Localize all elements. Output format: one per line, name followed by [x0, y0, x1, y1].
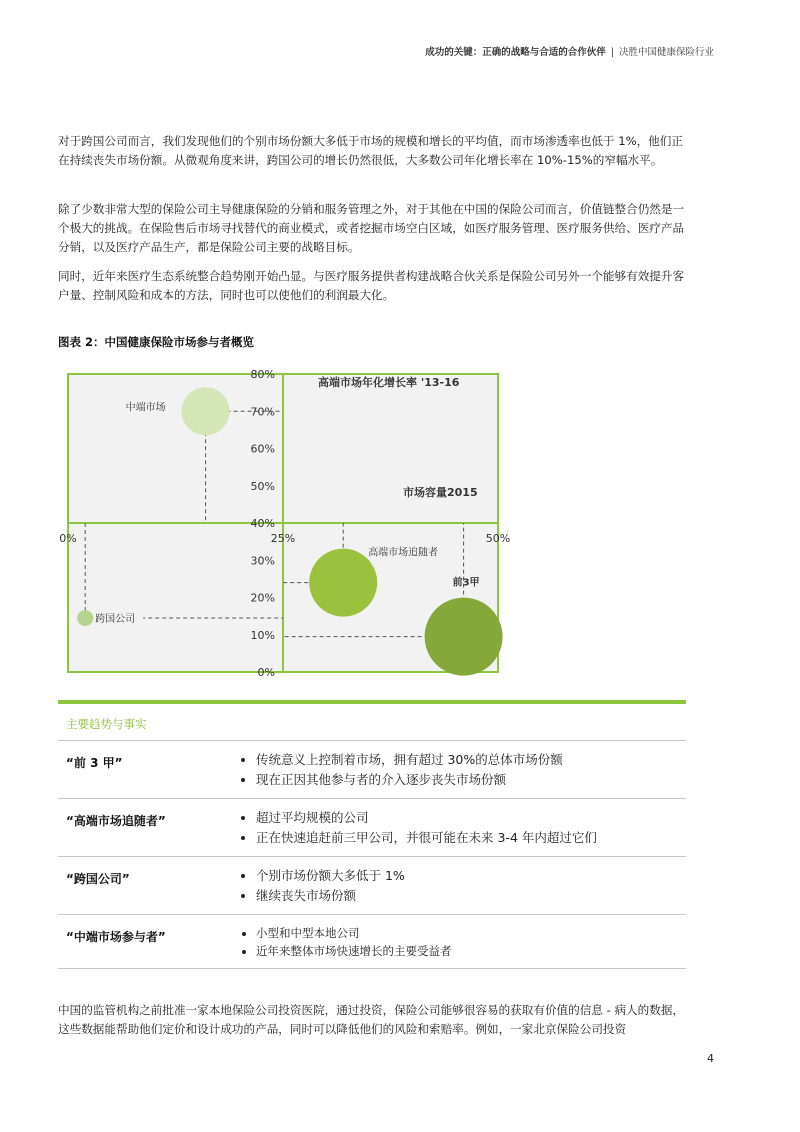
bubble-label: 中端市场 [125, 402, 166, 414]
bubble-label: 跨国公司 [95, 613, 136, 625]
running-header [425, 44, 714, 58]
row-label: “跨国公司” [66, 872, 130, 886]
figure-title: 图表 2：中国健康保险市场参与者概览 [58, 335, 255, 349]
row-bullets [238, 866, 405, 906]
bullet-item: • 个别市场份额大多低于 1% [256, 866, 405, 886]
closing-paragraph: 中国的监管机构之前批准一家本地保险公司投资医院，通过投资，保险公司能够很容易的获取有价值的信息 - 病人的数据，这些数据能帮助他们定价和设计成功的产品，同时可以降低他们的风险和索赔率。例如，一家北京保险公司投资 [58, 1003, 685, 1036]
x-axis-label: 市场容量2015 [403, 486, 478, 499]
table-row [58, 856, 686, 915]
page-number: 4 [707, 1052, 714, 1065]
table-row [58, 798, 686, 857]
bullet-item: • 近年来整体市场快速增长的主要受益者 [256, 942, 452, 960]
y-tick-label: 50% [250, 479, 275, 493]
bubble [425, 598, 503, 676]
bullet-item: • 传统意义上控制着市场，拥有超过 30%的总体市场份额 [256, 750, 563, 770]
bubble-chart [58, 360, 518, 680]
bullet-item: • 小型和中型本地公司 [256, 924, 452, 942]
y-tick-label: 60% [250, 442, 275, 456]
row-bullets [238, 808, 597, 848]
table-row [58, 740, 686, 799]
y-tick-label: 80% [250, 368, 275, 381]
table-row [58, 914, 686, 969]
header-title: 成功的关键：正确的战略与合适的合作伙伴 [425, 47, 606, 58]
paragraph-1: 对于跨国公司而言，我们发现他们的个别市场份额大多低于市场的规模和增长的平均值，而市场渗透率也低于 1%，他们正在持续丧失市场份额。从微观角度来讲，跨国公司的增长仍然很低，大多数公司年化增长率在 10%-15%的窄幅水平。 [58, 134, 683, 167]
bullet-item: • 现在正因其他参与者的介入逐步丧失市场份额 [256, 770, 563, 790]
quadrant-top-right [283, 374, 498, 523]
bullet-item: • 正在快速追赶前三甲公司，并很可能在未来 3-4 年内超过它们 [256, 828, 597, 848]
row-label: “前 3 甲” [66, 756, 123, 770]
y-tick-label: 0% [257, 666, 275, 679]
x-tick-label: 0% [59, 532, 77, 545]
bubble [182, 387, 230, 435]
y-axis-label: 高端市场年化增长率 '13-16 [318, 376, 460, 389]
row-bullets [238, 924, 452, 960]
bubble [77, 610, 93, 626]
y-tick-label: 30% [250, 554, 275, 568]
y-tick-label: 20% [250, 591, 275, 605]
y-tick-label: 40% [250, 517, 275, 530]
bubble-label: 高端市场追随者 [368, 547, 439, 559]
row-label: “高端市场追随者” [66, 814, 166, 828]
x-tick-label: 50% [485, 532, 511, 545]
x-tick-label: 25% [270, 532, 296, 545]
paragraph-3: 同时，近年来医疗生态系统整合趋势刚开始凸显。与医疗服务提供者构建战略合伙关系是保险公司另外一个能够有效提升客户量、控制风险和成本的方法，同时也可以使他们的利润最大化。 [58, 269, 685, 302]
bubble-label: 前3甲 [452, 577, 480, 589]
paragraph-2: 除了少数非常大型的保险公司主导健康保险的分销和服务管理之外，对于其他在中国的保险公司而言，价值链整合仍然是一个极大的挑战。在保险售后市场寻找替代的商业模式，或者挖掘市场空白区域，如医疗服务管理、医疗服务供给、医疗产品分销，以及医疗产品生产，都是保险公司主要的战略目标。 [58, 202, 685, 254]
bullet-item: • 超过平均规模的公司 [256, 808, 597, 828]
bubble [309, 549, 377, 617]
table-bottom-rule [58, 968, 686, 969]
row-label: “中端市场参与者” [66, 930, 166, 944]
y-tick-label: 10% [250, 628, 275, 642]
table-top-rule [58, 700, 686, 704]
table-heading: 主要趋势与事实 [66, 717, 147, 731]
header-separator: | [610, 47, 614, 58]
y-tick-label: 70% [250, 405, 275, 419]
header-subtitle: 决胜中国健康保险行业 [618, 47, 714, 58]
bullet-item: • 继续丧失市场份额 [256, 886, 405, 906]
row-bullets [238, 750, 563, 790]
